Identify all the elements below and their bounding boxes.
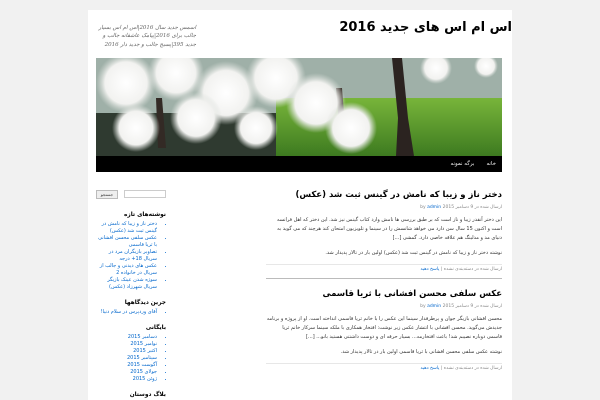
post-date[interactable]: ارسال شده در 9 دسامبر 2015 (442, 205, 502, 210)
comment-link[interactable]: پاسخ دهید (420, 267, 440, 272)
post-footer: ارسال شده در دسته‌بندی نشده | پاسخ دهید (266, 363, 502, 371)
archives-widget (96, 325, 166, 383)
post-source-note: نوشته دختر ناز و زیبا که نامش در گینس ثبت شد (عکس) اولین بار در تالار پدیدار شد. (325, 250, 502, 256)
post-body (266, 315, 502, 357)
post-by: by (420, 304, 426, 309)
archive-link[interactable]: • نوامبر 2015 (96, 341, 157, 348)
post-category[interactable]: ارسال شده در دسته‌بندی نشده (443, 267, 502, 272)
post-date[interactable]: ارسال شده در 9 دسامبر 2015 (442, 304, 502, 309)
recent-post-link[interactable]: • تصاویر بازیگران مرد در سریال 18+ درجه (96, 249, 157, 263)
recent-post-link[interactable]: • سوژه شدن عینک بازیگر سریال شهرزاد (عکس) (96, 277, 157, 291)
search-button[interactable]: جستجو (96, 190, 118, 199)
main-content (266, 180, 502, 377)
post-footer: ارسال شده در دسته‌بندی نشده | پاسخ دهید (266, 264, 502, 272)
post-separator (266, 278, 502, 279)
site-description: اسمس جدید سال 2016|اس ام اس بسیار جالب برای 2016|پیامک عاشقانه جالب و جدید 395|پسیج جالب و جدید دار 2016 (98, 25, 196, 48)
recent-post-link[interactable]: • عکس های دیدنی و جالب از سریال در خانواده 2 (96, 263, 157, 277)
post-by: by (420, 205, 426, 210)
widget-title: بایگانی (145, 325, 166, 331)
search-input[interactable] (124, 190, 166, 198)
post-source-note: نوشته عکس سلفی محسن افشانی با ثریا قاسمی اولین بار در تالار پدیدار شد. (340, 349, 502, 355)
recent-posts-widget (96, 212, 166, 291)
archive-link[interactable]: • ژوئن 2015 (96, 376, 157, 383)
nav-home[interactable]: خانه (486, 161, 496, 167)
main-navigation (96, 156, 502, 172)
sidebar (96, 190, 166, 400)
recent-comments-widget (96, 300, 166, 316)
post-author[interactable]: admin (427, 304, 442, 309)
post (266, 190, 502, 279)
post-category[interactable]: ارسال شده در دسته‌بندی نشده (443, 366, 502, 371)
page-wrapper (88, 10, 512, 400)
post (266, 289, 502, 371)
recent-comment-link[interactable]: • آقای وردپرس در سلام دنیا! (96, 309, 157, 316)
widget-title: بلاگ دوستان (129, 392, 166, 398)
header-image (96, 58, 502, 156)
post-meta (266, 205, 502, 210)
comment-link[interactable]: پاسخ دهید (420, 366, 440, 371)
post-title[interactable]: عکس سلفی محسن افشانی با ثریا قاسمی (322, 289, 502, 299)
archive-link[interactable]: • اکتبر 2015 (96, 348, 157, 355)
archive-link[interactable]: • جولای 2015 (96, 369, 157, 376)
recent-post-link[interactable]: • دختر ناز و زیبا که نامش در گینس ثبت شد (عکس) (96, 221, 157, 235)
post-excerpt: محسن افشانی بازیگر جوان و پرطرفدار سینما این عکس را با خانم ثریا قاسمی انداخته است. او از پروژه و برنامه جدیدش می‌گوید. محسن افشانی با انتشار عکس زیر نوشت: افتخار همکاری با ملکه سینما سرکار خانم ثریا قاسمی دوباره نصیبم شد! باعث افتخارمه... بسیار حرفه ای و دوست داشتنی هستید بانو... [...] (266, 316, 502, 340)
site-title[interactable]: اس ام اس های جدید 2016 (339, 20, 512, 35)
post-author[interactable]: admin (427, 205, 442, 210)
archive-link[interactable]: • آگوست 2015 (96, 362, 157, 369)
archive-link[interactable]: • دسامبر 2015 (96, 334, 157, 341)
post-body (266, 216, 502, 258)
links-widget (96, 392, 166, 398)
post-excerpt: این دختر آنقدر زیبا و ناز است که بر طبق بررسی ها نامش وارد کتاب گینس نیز شد. این دختر که اهل فرانسه است و اکنون 15 سال سن دارد می خواهد شانسش را در سینما و تلویزیون امتحان کند هرچند که می گوید به دنیای مد و مدلینگ هم علاقه خاصی دارد. گمشی [...] (277, 217, 502, 241)
archive-link[interactable]: • سپتامبر 2015 (96, 355, 157, 362)
nav-sample-page[interactable]: برگه نمونه (450, 161, 475, 167)
recent-post-link[interactable]: • عکس سلفی محسن افشانی با ثریا قاسمی (96, 235, 157, 249)
search-form (96, 190, 166, 200)
widget-title: جرین دیدگاهها (124, 300, 166, 306)
post-title[interactable]: دختر ناز و زیبا که نامش در گینس ثبت شد (عکس) (295, 190, 502, 200)
post-meta (266, 304, 502, 309)
widget-title: نوشته‌های تازه (123, 212, 166, 218)
